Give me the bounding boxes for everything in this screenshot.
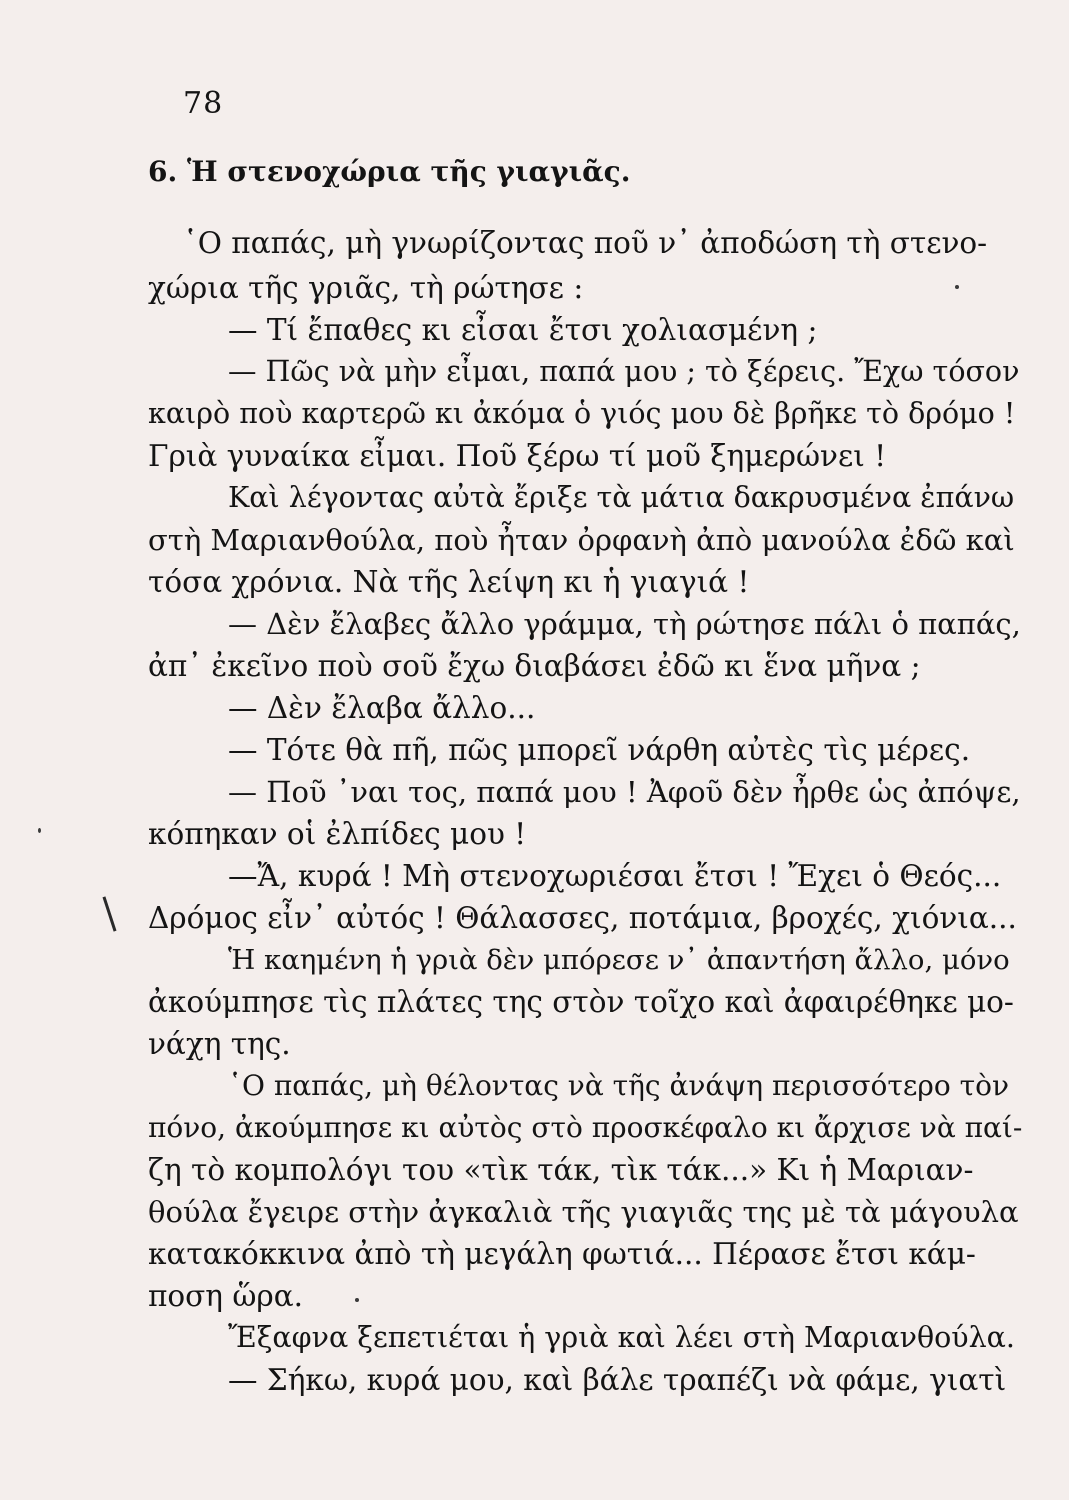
text-line: νάχη της. [148, 1027, 291, 1061]
text-line: Γριὰ γυναίκα εἶμαι. Ποῦ ξέρω τί μοῦ ξημερώνει ! [148, 439, 887, 473]
paper-speck [38, 828, 41, 833]
text-line: θούλα ἔγειρε στὴν ἀγκαλιὰ τῆς γιαγιᾶς της μὲ τὰ μάγουλα [148, 1195, 1019, 1229]
text-line: Ἡ καημένη ἡ γριὰ δὲν μπόρεσε ν᾿ ἀπαντήση ἄλλο, μόνο [228, 944, 1010, 976]
paper-speck [355, 1298, 359, 1302]
text-line: — Δὲν ἔλαβες ἄλλο γράμμα, τὴ ρώτησε πάλι ὁ παπάς, [228, 607, 1021, 641]
section-heading: 6. Ἡ στενοχώρια τῆς γιαγιᾶς. [148, 155, 631, 188]
text-line: Καὶ λέγοντας αὐτὰ ἔριξε τὰ μάτια δακρυσμένα ἐπάνω [228, 481, 1015, 514]
text-line: Δρόμος εἶν᾿ αὐτός ! Θάλασσες, ποτάμια, βροχές, χιόνια... [148, 901, 1017, 935]
text-line: ἀπ᾿ ἐκεῖνο ποὺ σοῦ ἔχω διαβάσει ἐδῶ κι ἕνα μῆνα ; [148, 649, 921, 683]
text-line: — Τότε θὰ πῆ, πῶς μπορεῖ νάρθη αὐτὲς τὶς μέρες. [228, 733, 971, 767]
text-line: ῾Ο παπάς, μὴ θέλοντας νὰ τῆς ἀνάψη περισσότερο τὸν [228, 1069, 1009, 1102]
margin-pencil-mark [103, 896, 117, 931]
text-line: χώρια τῆς γριᾶς, τὴ ρώτησε : [148, 271, 584, 305]
text-line: ζη τὸ κομπολόγι του «τὶκ τάκ, τὶκ τάκ...» Κι ἡ Μαριαν- [148, 1153, 974, 1187]
text-line: στὴ Μαριανθούλα, ποὺ ἦταν ὀρφανὴ ἀπὸ μανούλα ἐδῶ καὶ [148, 523, 1015, 557]
text-line: — Ποῦ ᾿ναι τος, παπά μου ! Ἀφοῦ δὲν ἦρθε ὡς ἀπόψε, [228, 775, 1021, 809]
text-line: — Δὲν ἔλαβα ἄλλο... [228, 691, 536, 725]
text-line: — Σήκω, κυρά μου, καὶ βάλε τραπέζι νὰ φάμε, γιατὶ [228, 1363, 1007, 1397]
text-line: Ἔξαφνα ξεπετιέται ἡ γριὰ καὶ λέει στὴ Μαριανθούλα. [228, 1321, 1015, 1354]
text-line: —Ἄ, κυρά ! Μὴ στενοχωριέσαι ἔτσι ! Ἔχει ὁ Θεός... [228, 859, 1002, 893]
text-line: κόπηκαν οἱ ἐλπίδες μου ! [148, 817, 527, 851]
page-number: 78 [183, 86, 224, 121]
text-line: καιρὸ ποὺ καρτερῶ κι ἀκόμα ὁ γιός μου δὲ βρῆκε τὸ δρόμο ! [148, 397, 1016, 430]
text-line: τόσα χρόνια. Νὰ τῆς λείψη κι ἡ γιαγιά ! [148, 565, 750, 599]
text-line: — Πῶς νὰ μὴν εἶμαι, παπά μου ; τὸ ξέρεις. Ἔχω τόσον [228, 355, 1020, 388]
text-line: ἀκούμπησε τὶς πλάτες της στὸν τοῖχο καὶ ἀφαιρέθηκε μο- [148, 985, 1014, 1019]
text-line: ποση ὥρα. [148, 1279, 304, 1313]
text-line: πόνο, ἀκούμπησε κι αὐτὸς στὸ προσκέφαλο κι ἄρχισε νὰ παί- [148, 1111, 1023, 1144]
text-line: ῾Ο παπάς, μὴ γνωρίζοντας ποῦ ν᾿ ἀποδώση τὴ στενο- [183, 226, 988, 260]
text-line: — Τί ἔπαθες κι εἶσαι ἔτσι χολιασμένη ; [228, 313, 818, 347]
text-line: κατακόκκινα ἀπὸ τὴ μεγάλη φωτιά... Πέρασε ἔτσι κάμ- [148, 1237, 976, 1271]
paper-speck [955, 285, 959, 289]
